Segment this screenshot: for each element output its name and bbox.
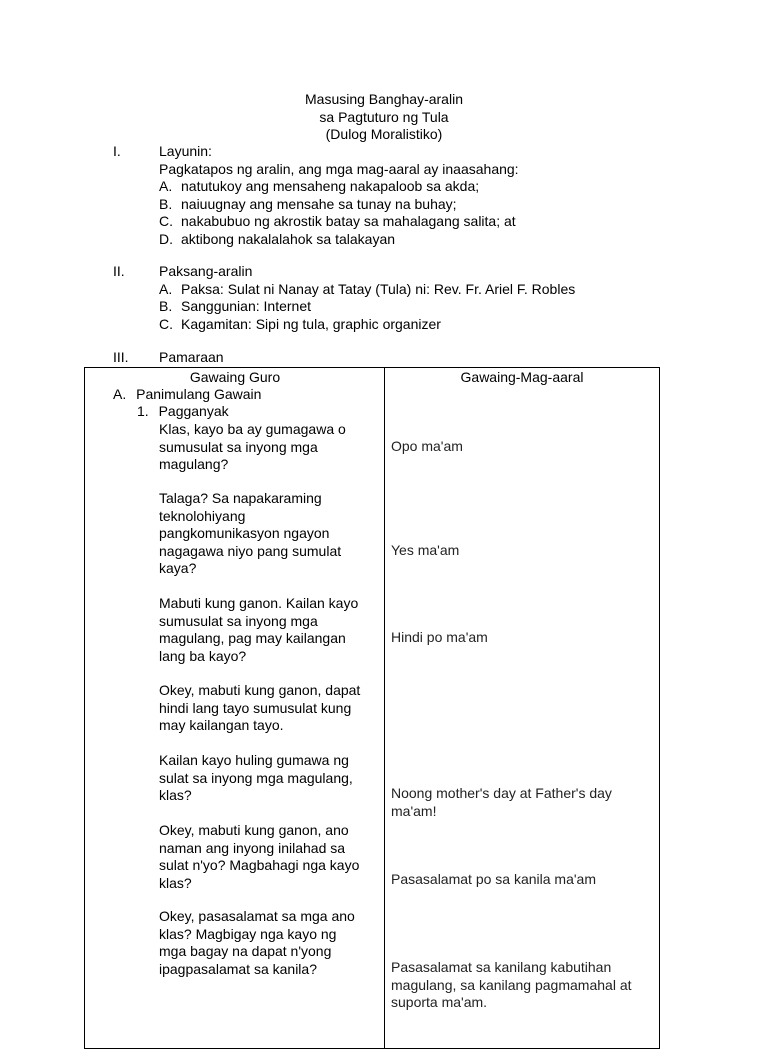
teacher-line: klas? bbox=[159, 787, 192, 803]
teacher-line: klas? Magbigay nga kayo ng bbox=[159, 925, 337, 942]
section-3-heading: Pamaraan bbox=[159, 349, 224, 365]
objective-item bbox=[159, 213, 519, 231]
answer-line: Hindi po ma'am bbox=[391, 629, 488, 645]
answer-line: Opo ma'am bbox=[391, 438, 463, 454]
procedure-table bbox=[84, 367, 660, 1049]
teacher-line: Mabuti kung ganon. Kailan kayo bbox=[159, 595, 359, 611]
list-marker: C. bbox=[159, 213, 173, 229]
list-marker: B. bbox=[159, 195, 173, 212]
section-2-body bbox=[159, 263, 575, 333]
teacher-prompt bbox=[159, 752, 353, 805]
list-marker: B. bbox=[159, 298, 173, 314]
teacher-line: Okey, pasasalamat sa mga ano bbox=[159, 908, 355, 924]
teacher-line: Okey, mabuti kung ganon, dapat bbox=[159, 682, 361, 698]
teacher-line: klas? bbox=[159, 874, 192, 891]
teacher-line: teknolohiyang bbox=[159, 507, 246, 524]
student-answer bbox=[391, 785, 612, 820]
teacher-line: Kailan kayo huling gumawa ng bbox=[159, 752, 349, 768]
answer-line: Noong mother's day at Father's day bbox=[391, 785, 612, 801]
section-2-heading: Paksang-aralin bbox=[159, 263, 253, 279]
teacher-line: sulat n'yo? Magbahagi nga kayo bbox=[159, 857, 360, 873]
teacher-line: mga bagay na dapat n'yong bbox=[159, 943, 332, 959]
column-divider bbox=[384, 368, 385, 1048]
student-answer bbox=[391, 959, 632, 1012]
teacher-line: magulang? bbox=[159, 456, 229, 472]
answer-line: magulang, sa kanilang pagmamahal at bbox=[391, 976, 632, 993]
topic-item bbox=[159, 298, 575, 316]
answer-line: Pasasalamat sa kanilang kabutihan bbox=[391, 959, 612, 975]
title-line-3: (Dulog Moralistiko) bbox=[325, 126, 443, 142]
list-marker: C. bbox=[159, 315, 173, 332]
teacher-prompt bbox=[159, 682, 360, 735]
teacher-line: ipagpasalamat sa kanila? bbox=[159, 960, 317, 977]
teacher-prompt bbox=[159, 421, 346, 474]
list-text: Sanggunian: Internet bbox=[181, 298, 311, 314]
teacher-line: pangkomunikasyon ngayon bbox=[159, 525, 330, 541]
teacher-line: Klas, kayo ba ay gumagawa o bbox=[159, 421, 346, 437]
teacher-line: kaya? bbox=[159, 560, 197, 576]
teacher-line: Talaga? Sa napakaraming bbox=[159, 490, 322, 506]
student-answer bbox=[391, 438, 463, 456]
teacher-line: sumusulat sa inyong mga bbox=[159, 438, 318, 455]
teacher-line: sulat sa inyong mga magulang, bbox=[159, 769, 353, 786]
teacher-line: may kailangan tayo. bbox=[159, 717, 284, 733]
teacher-line: nagagawa niyo pang sumulat bbox=[159, 542, 342, 559]
answer-line: ma'am! bbox=[391, 802, 437, 819]
student-answer bbox=[391, 629, 488, 647]
document-title bbox=[0, 91, 768, 144]
subsection-heading bbox=[113, 386, 261, 404]
numbered-item bbox=[137, 403, 229, 421]
answer-line: suporta ma'am. bbox=[391, 994, 488, 1010]
list-text: Paksa: Sulat ni Nanay at Tatay (Tula) ni: Rev. Fr. Ariel F. Robles bbox=[181, 280, 576, 297]
teacher-line: magulang, pag may kailangan bbox=[159, 630, 346, 646]
teacher-prompt bbox=[159, 822, 359, 892]
teacher-line: naman ang inyong inilahad sa bbox=[159, 839, 346, 856]
title-line-2: sa Pagtuturo ng Tula bbox=[319, 108, 449, 125]
objective-item bbox=[159, 178, 519, 196]
section-1-intro: Pagkatapos ng aralin, ang mga mag-aaral ay inaasahang: bbox=[159, 160, 519, 177]
section-1-heading: Layunin: bbox=[159, 143, 212, 159]
list-text: aktibong nakalalahok sa talakayan bbox=[181, 230, 396, 247]
answer-line: Yes ma'am bbox=[391, 542, 460, 558]
list-marker: D. bbox=[159, 230, 173, 247]
list-marker: A. bbox=[159, 280, 173, 297]
column-header-mag-aaral: Gawaing-Mag-aaral bbox=[460, 369, 584, 385]
teacher-line: sumusulat sa inyong mga bbox=[159, 612, 318, 629]
list-text: natutukoy ang mensaheng nakapaloob sa akda; bbox=[181, 178, 480, 194]
student-answer bbox=[391, 871, 596, 889]
objective-item bbox=[159, 196, 519, 214]
column-header-guro: Gawaing Guro bbox=[189, 369, 281, 385]
teacher-line: hindi lang tayo sumusulat kung bbox=[159, 699, 352, 716]
section-1-number: I. bbox=[113, 143, 121, 159]
topic-item bbox=[159, 316, 575, 334]
objective-item bbox=[159, 231, 519, 249]
teacher-prompt bbox=[159, 595, 358, 665]
subsection-label: Panimulang Gawain bbox=[136, 386, 262, 402]
list-text: naiuugnay ang mensahe sa tunay na buhay; bbox=[181, 195, 457, 212]
student-answer bbox=[391, 542, 459, 560]
list-text: Kagamitan: Sipi ng tula, graphic organizer bbox=[181, 315, 441, 332]
title-line-1: Masusing Banghay-aralin bbox=[305, 91, 463, 107]
teacher-line: lang ba kayo? bbox=[159, 647, 247, 664]
list-text: nakabubuo ng akrostik batay sa mahalagang salita; at bbox=[181, 213, 516, 229]
subsection-marker: A. bbox=[113, 386, 127, 402]
teacher-line: Okey, mabuti kung ganon, ano bbox=[159, 822, 349, 838]
section-1-body bbox=[159, 143, 519, 248]
answer-line: Pasasalamat po sa kanila ma'am bbox=[391, 871, 596, 887]
item-label: Pagganyak bbox=[158, 403, 229, 419]
section-2-number: II. bbox=[113, 263, 125, 279]
section-3-number: III. bbox=[113, 349, 129, 365]
list-marker: A. bbox=[159, 178, 173, 194]
teacher-prompt bbox=[159, 908, 355, 978]
item-marker: 1. bbox=[137, 403, 149, 419]
topic-item bbox=[159, 281, 575, 299]
teacher-prompt bbox=[159, 490, 341, 578]
